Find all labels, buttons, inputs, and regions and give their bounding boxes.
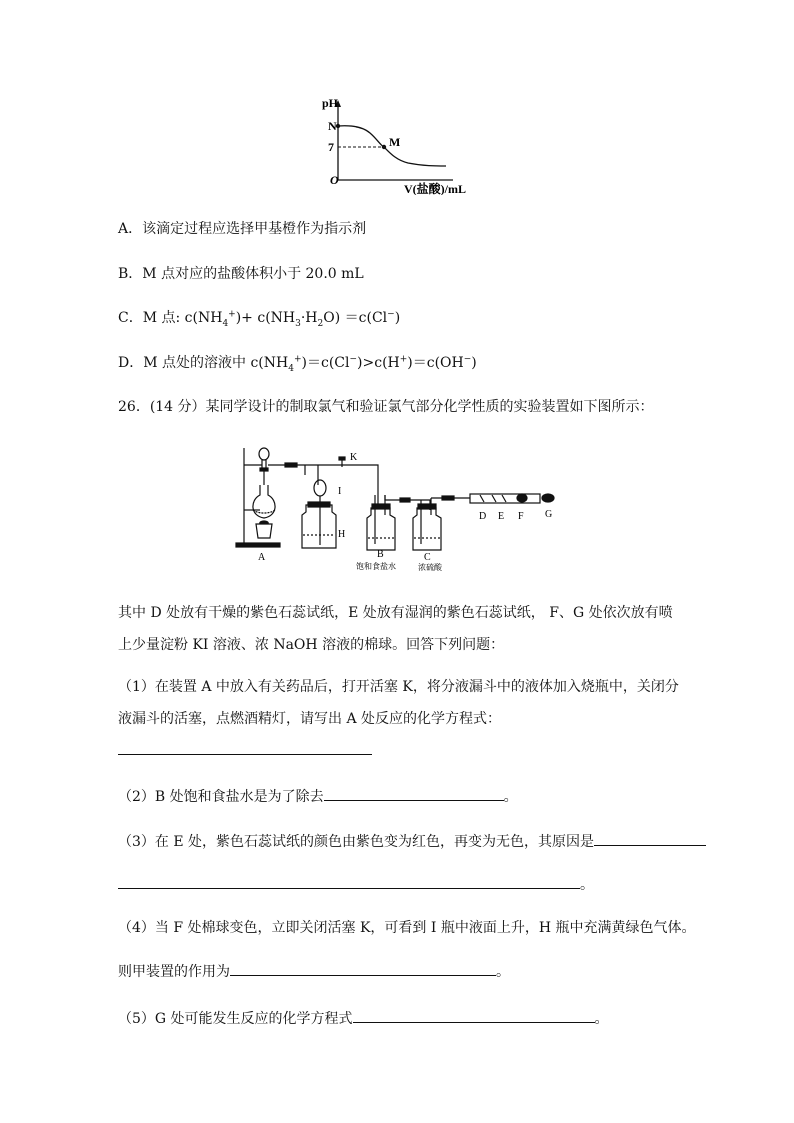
label-D: D	[479, 511, 487, 522]
option-D-close: )	[471, 355, 477, 371]
option-A: A．该滴定过程应选择甲基橙作为指示剂	[118, 221, 367, 237]
y-axis-label: pH	[322, 96, 339, 110]
label-G: G	[545, 509, 553, 520]
label-7: 7	[328, 140, 334, 154]
option-B: B．M 点对应的盐酸体积小于 20.0 mL	[118, 266, 364, 282]
q1-answer-blank[interactable]	[118, 754, 372, 755]
q3-line	[118, 831, 706, 852]
label-N: N	[328, 119, 337, 133]
sup-plus: +	[399, 354, 408, 365]
q4-text: 则甲装置的作用为	[118, 964, 230, 980]
q2-text: （2）B 处饱和食盐水是为了除去	[118, 789, 324, 805]
ph-titration-graph	[318, 95, 478, 195]
x-axis-label: V(盐酸)/mL	[404, 182, 466, 195]
sub-4: 4	[222, 318, 229, 329]
label-K: K	[350, 452, 358, 463]
sub-4: 4	[288, 363, 294, 374]
label-C: C	[424, 552, 431, 563]
sub-3: 3	[295, 318, 301, 329]
label-E: E	[498, 511, 505, 522]
option-C-dot: ·H	[300, 310, 318, 326]
q2-line	[118, 786, 518, 807]
point-M	[382, 145, 386, 149]
q3-answer-blank-1[interactable]	[594, 831, 706, 846]
label-B-sub: 饱和食盐水	[356, 562, 396, 571]
sup-plus: +	[228, 309, 236, 320]
description-line-2: 上少量淀粉 KI 溶液、浓 NaOH 溶液的棉球。回答下列问题：	[118, 637, 505, 653]
option-C-end: O) ＝c(Cl	[323, 310, 388, 326]
q4-line-1: （4）当 F 处棉球变色，立即关闭活塞 K，可看到 I 瓶中液面上升，H 瓶中充满黄绿色气体。	[118, 920, 696, 936]
description-line-1: 其中 D 处放有干燥的紫色石蕊试纸，E 处放有湿润的紫色石蕊试纸， F、G 处依次放有喷	[118, 605, 673, 621]
label-F: F	[518, 511, 524, 522]
label-H: H	[338, 529, 346, 540]
origin-label: O	[330, 173, 339, 187]
option-D-mid: )＝c(Cl	[301, 355, 350, 371]
q1-line-1: （1）在装置 A 中放入有关药品后，打开活塞 K，将分液漏斗中的液体加入烧瓶中，关闭分	[118, 679, 679, 695]
q3-line-2	[118, 874, 594, 895]
q5-period: 。	[594, 1011, 609, 1027]
q4-answer-blank[interactable]	[230, 961, 496, 976]
q3-period: 。	[580, 877, 594, 893]
sup-minus: −	[387, 309, 395, 320]
q5-answer-blank[interactable]	[353, 1008, 595, 1023]
label-C-sub: 浓硫酸	[418, 563, 442, 572]
q3-text: （3）在 E 处，紫色石蕊试纸的颜色由紫色变为红色，再变为无色，其原因是	[118, 834, 595, 850]
option-D-prefix: D．M 点处的溶液中 c(NH	[118, 355, 289, 371]
q3-answer-blank-2[interactable]	[118, 874, 580, 889]
q5-line	[118, 1008, 609, 1029]
q5-text: （5）G 处可能发生反应的化学方程式	[118, 1011, 353, 1027]
option-D	[118, 353, 477, 373]
question-26-header: 26．(14 分）某同学设计的制取氯气和验证氯气部分化学性质的实验装置如下图所示：	[118, 399, 654, 415]
q4-line-2	[118, 961, 510, 982]
option-C-close: )	[394, 310, 401, 326]
label-B: B	[377, 549, 384, 560]
option-C	[118, 308, 400, 328]
sup-minus: −	[463, 354, 472, 365]
sup-plus: +	[293, 354, 302, 365]
apparatus-diagram	[230, 440, 565, 575]
sub-2: 2	[317, 318, 324, 329]
option-C-prefix: C．M 点: c(NH	[118, 310, 223, 326]
q2-period: 。	[503, 789, 518, 805]
label-I: I	[338, 486, 342, 497]
option-D-mid2: )>c(H	[357, 355, 400, 371]
q2-answer-blank[interactable]	[324, 786, 504, 801]
sup-minus: −	[349, 354, 358, 365]
label-M: M	[389, 135, 401, 149]
q1-line-2: 液漏斗的活塞，点燃酒精灯，请写出 A 处反应的化学方程式：	[118, 711, 502, 727]
q4-period: 。	[496, 964, 510, 980]
option-C-mid: )+ c(NH	[235, 310, 296, 326]
option-D-mid3: )＝c(OH	[407, 355, 464, 371]
label-A: A	[258, 552, 266, 563]
